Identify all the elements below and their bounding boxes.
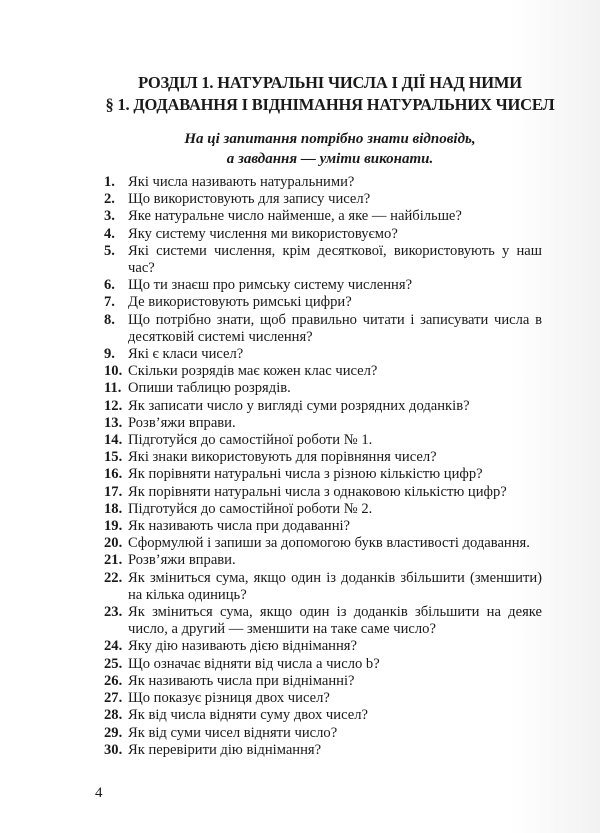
- question-text: Як зміниться сума, якщо один із доданків збільшити на деяке число, а другий — зменшити на таке саме число?: [128, 604, 542, 638]
- question-item: [104, 656, 542, 673]
- question-number: 23.: [104, 604, 123, 621]
- question-text: Де використовують римські цифри?: [128, 294, 352, 311]
- question-text: Як перевірити дію віднімання?: [128, 741, 322, 758]
- question-number: 21.: [104, 552, 123, 569]
- question-item: [104, 415, 542, 432]
- question-item: [104, 690, 542, 707]
- question-text: Як порівняти натуральні числа з різною кількістю цифр?: [128, 466, 483, 483]
- question-item: [104, 570, 542, 604]
- question-item: [104, 398, 542, 415]
- question-text: Що означає відняти від числа a число b?: [128, 655, 380, 672]
- question-item: [104, 226, 542, 243]
- intro-line-1: На ці запитання потрібно знати відповідь,: [184, 131, 476, 147]
- question-item: [104, 535, 542, 552]
- question-item: [104, 346, 542, 363]
- chapter-title: РОЗДІЛ 1. НАТУРАЛЬНІ ЧИСЛА І ДІЇ НАД НИМИ: [138, 73, 522, 92]
- question-number: 25.: [104, 655, 123, 672]
- question-number: 26.: [104, 672, 123, 689]
- question-number: 16.: [104, 466, 123, 483]
- question-item: [104, 380, 542, 397]
- question-number: 10.: [104, 363, 123, 380]
- question-item: [104, 707, 542, 724]
- question-item: [104, 208, 542, 225]
- question-number: 15.: [104, 449, 123, 466]
- question-number: 9.: [104, 346, 115, 363]
- question-text: Що ти знаєш про римську систему числення?: [128, 277, 413, 294]
- question-item: [104, 604, 542, 638]
- question-item: [104, 673, 542, 690]
- question-item: [104, 742, 542, 759]
- question-text: Які числа називають натуральними?: [128, 174, 355, 190]
- question-text: Як від числа відняти суму двох чисел?: [128, 707, 368, 724]
- question-text: Які знаки використовують для порівняння чисел?: [128, 449, 437, 466]
- question-item: [104, 484, 542, 501]
- question-text: Що потрібно знати, щоб правильно читати і записувати числа в десятковій системі числення?: [128, 311, 542, 345]
- question-text: Підготуйся до самостійної роботи № 2.: [128, 500, 373, 517]
- question-item: [104, 501, 542, 518]
- question-item: [104, 191, 542, 208]
- question-text: Сформулюй і запиши за допомогою букв властивості додавання.: [128, 535, 530, 552]
- question-list: [104, 174, 542, 759]
- question-text: Як порівняти натуральні числа з однаковою кількістю цифр?: [128, 483, 507, 500]
- question-text: Скільки розрядів має кожен клас чисел?: [128, 363, 378, 380]
- question-text: Опиши таблицю розрядів.: [128, 380, 291, 397]
- question-number: 22.: [104, 569, 123, 586]
- question-text: Що використовують для запису чисел?: [128, 191, 371, 208]
- question-text: Підготуйся до самостійної роботи № 1.: [128, 432, 373, 449]
- question-number: 11.: [104, 380, 122, 397]
- question-item: [104, 466, 542, 483]
- question-text: Як зміниться сума, якщо один із доданків збільшити (зменшити) на кілька одиниць?: [128, 569, 542, 603]
- question-number: 3.: [104, 208, 115, 225]
- question-text: Яке натуральне число найменше, а яке — найбільше?: [128, 208, 462, 225]
- question-item: [104, 432, 542, 449]
- question-item: [104, 552, 542, 569]
- question-number: 5.: [104, 242, 115, 259]
- question-text: Розв’яжи вправи.: [128, 552, 236, 569]
- question-text: Які системи числення, крім десяткової, використовують у наш час?: [128, 242, 542, 277]
- question-item: [104, 518, 542, 535]
- question-item: [104, 449, 542, 466]
- question-item: [104, 174, 542, 191]
- question-text: Що показує різниця двох чисел?: [128, 690, 330, 707]
- question-number: 24.: [104, 638, 123, 655]
- question-number: 17.: [104, 483, 123, 500]
- question-item: [104, 277, 542, 294]
- question-text: Як називають числа при відніманні?: [128, 672, 355, 689]
- question-number: 6.: [104, 277, 115, 294]
- question-number: 27.: [104, 690, 123, 707]
- question-text: Як називають числа при додаванні?: [128, 518, 351, 535]
- question-item: [104, 363, 542, 380]
- question-number: 12.: [104, 397, 123, 414]
- question-number: 14.: [104, 432, 123, 449]
- question-text: Як записати число у вигляді суми розрядних доданків?: [128, 397, 470, 414]
- question-number: 18.: [104, 500, 123, 517]
- question-number: 1.: [104, 174, 115, 190]
- question-number: 20.: [104, 535, 123, 552]
- question-text: Які є класи чисел?: [128, 346, 244, 363]
- question-number: 4.: [104, 225, 115, 242]
- question-number: 8.: [104, 311, 115, 328]
- question-number: 2.: [104, 191, 115, 208]
- question-number: 13.: [104, 414, 123, 431]
- question-text: Розв’яжи вправи.: [128, 414, 236, 431]
- question-item: [104, 725, 542, 742]
- intro-line-2: а завдання — уміти виконати.: [226, 151, 434, 167]
- section-title: § 1. ДОДАВАННЯ І ВІДНІМАННЯ НАТУРАЛЬНИХ ЧИСЕЛ: [105, 95, 555, 114]
- question-number: 30.: [104, 741, 123, 758]
- question-text: Яку систему числення ми використовуємо?: [128, 225, 398, 242]
- question-text: Яку дію називають дією віднімання?: [128, 638, 357, 655]
- page-number: 4: [95, 785, 103, 801]
- question-number: 28.: [104, 707, 123, 724]
- question-item: [104, 294, 542, 311]
- question-item: [104, 312, 542, 346]
- question-number: 7.: [104, 294, 115, 311]
- question-number: 29.: [104, 724, 123, 741]
- question-number: 19.: [104, 518, 123, 535]
- question-item: [104, 638, 542, 655]
- question-item: [104, 243, 542, 277]
- question-text: Як від суми чисел відняти число?: [128, 724, 338, 741]
